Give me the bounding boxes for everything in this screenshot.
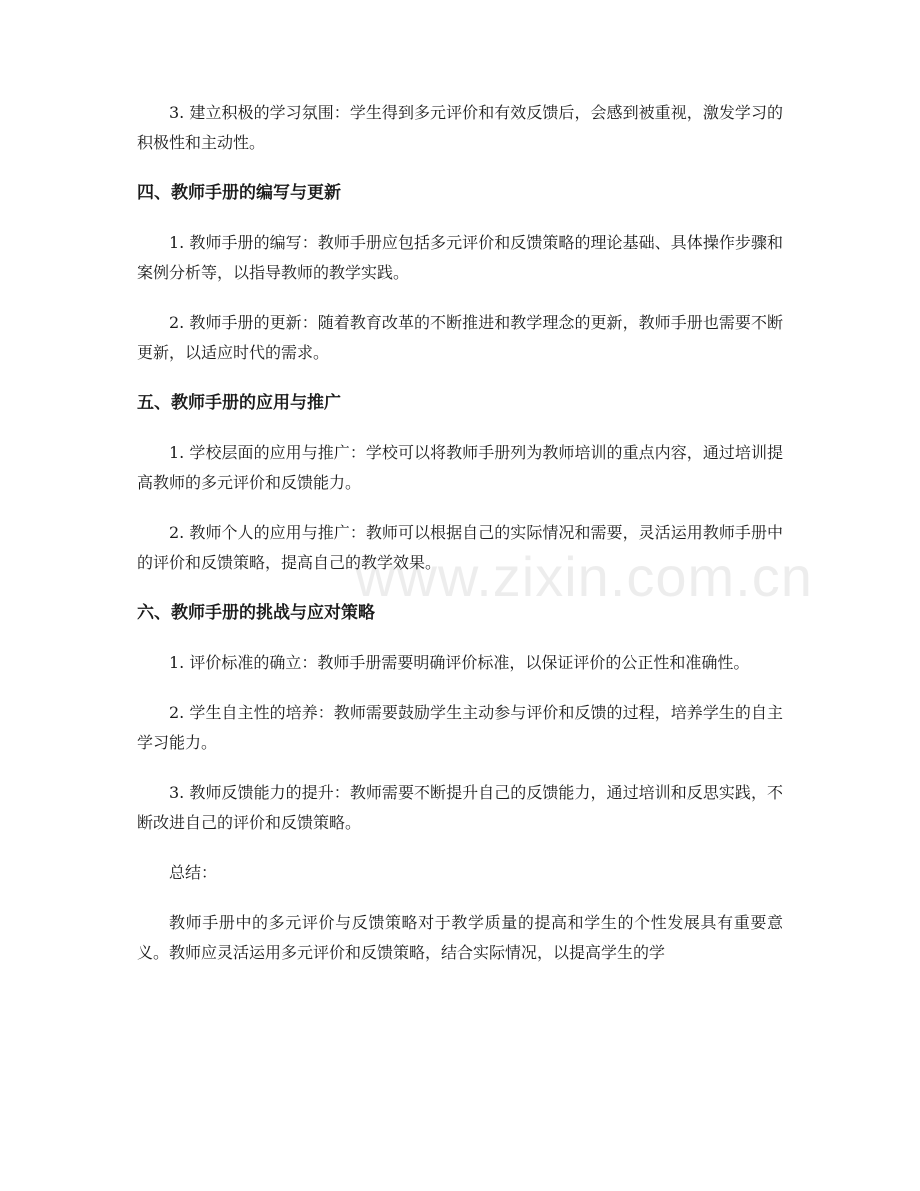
paragraph-handbook-writing: 1. 教师手册的编写：教师手册应包括多元评价和反馈策略的理论基础、具体操作步骤和案例分析等，以指导教师的教学实践。	[137, 233, 783, 282]
paragraph-teacher-application: 2. 教师个人的应用与推广：教师可以根据自己的实际情况和需要，灵活运用教师手册中的评价和反馈策略，提高自己的教学效果。	[137, 523, 783, 572]
paragraph-student-autonomy: 2. 学生自主性的培养：教师需要鼓励学生主动参与评价和反馈的过程，培养学生的自主学习能力。	[137, 703, 783, 752]
section-heading-5: 五、教师手册的应用与推广	[137, 393, 341, 413]
paragraph-school-application: 1. 学校层面的应用与推广：学校可以将教师手册列为教师培训的重点内容，通过培训提高教师的多元评价和反馈能力。	[137, 443, 783, 492]
section-heading-6: 六、教师手册的挑战与应对策略	[137, 603, 375, 623]
paragraph-feedback-ability: 3. 教师反馈能力的提升：教师需要不断提升自己的反馈能力，通过培训和反思实践，不断改进自己的评价和反馈策略。	[137, 783, 783, 832]
summary-label: 总结：	[169, 863, 218, 882]
paragraph-evaluation-standard: 1. 评价标准的确立：教师手册需要明确评价标准，以保证评价的公正性和准确性。	[169, 653, 750, 672]
watermark: www.zixin.com.cn	[355, 545, 813, 608]
paragraph-handbook-update: 2. 教师手册的更新：随着教育改革的不断推进和教学理念的更新，教师手册也需要不断更新，以适应时代的需求。	[137, 313, 783, 362]
paragraph-positive-atmosphere: 3. 建立积极的学习氛围：学生得到多元评价和有效反馈后，会感到被重视，激发学习的积极性和主动性。	[137, 103, 783, 152]
paragraph-summary: 教师手册中的多元评价与反馈策略对于教学质量的提高和学生的个性发展具有重要意义。教师应灵活运用多元评价和反馈策略，结合实际情况，以提高学生的学	[137, 913, 783, 962]
document-page	[137, 98, 783, 988]
section-heading-4: 四、教师手册的编写与更新	[137, 183, 341, 203]
